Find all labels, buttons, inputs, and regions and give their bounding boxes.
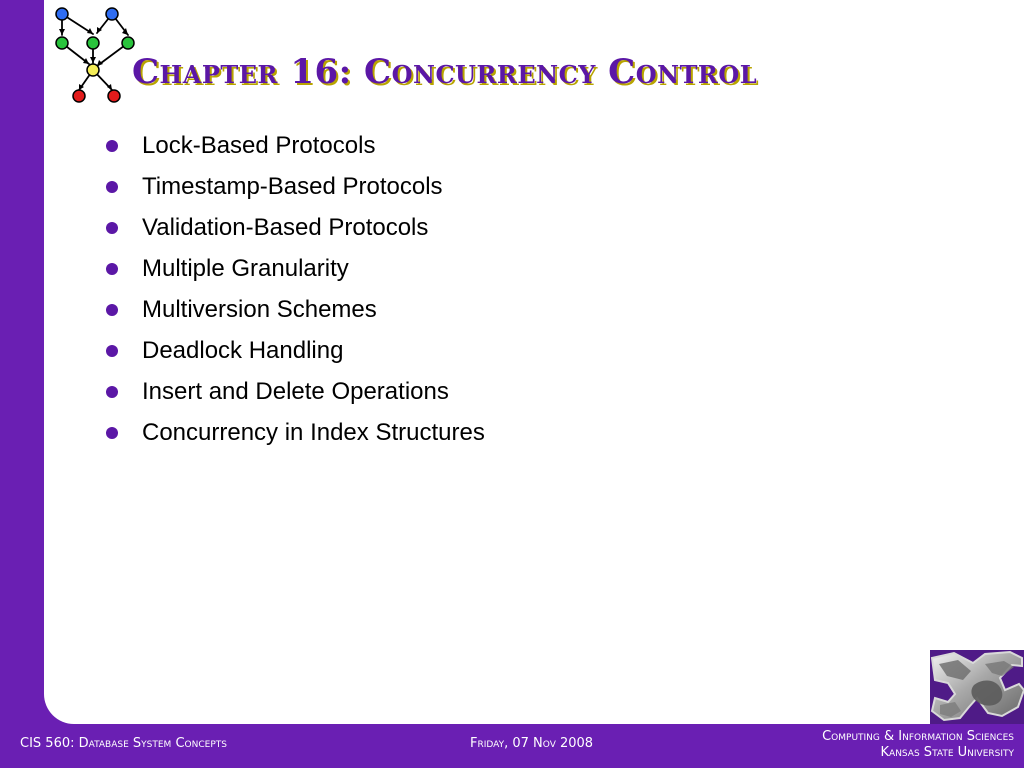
topic-label: Validation-Based Protocols: [142, 213, 429, 241]
university-footer-line: Kansas State University: [880, 745, 1014, 760]
topic-item: [106, 166, 485, 207]
topic-list: [106, 125, 485, 453]
bullet-dot-icon: [106, 181, 118, 193]
topic-label: Lock-Based Protocols: [142, 131, 376, 159]
topic-item: [106, 289, 485, 330]
topic-item: [106, 207, 485, 248]
course-footer: CIS 560: Database System Concepts: [20, 736, 227, 751]
topic-item: [106, 330, 485, 371]
graph-nodes-logo-icon: [44, 0, 144, 110]
topic-item: [106, 412, 485, 453]
department-footer-line: Computing & Information Sciences: [822, 729, 1014, 744]
topic-label: Insert and Delete Operations: [142, 377, 449, 405]
bullet-dot-icon: [106, 345, 118, 357]
topic-label: Multiple Granularity: [142, 254, 349, 282]
topic-item: [106, 371, 485, 412]
topic-item: [106, 248, 485, 289]
topic-label: Multiversion Schemes: [142, 295, 377, 323]
topic-label: Concurrency in Index Structures: [142, 418, 485, 446]
department-footer: [694, 729, 1014, 761]
topic-label: Deadlock Handling: [142, 336, 344, 364]
date-footer: Friday, 07 Nov 2008: [470, 736, 594, 751]
bullet-dot-icon: [106, 386, 118, 398]
wildcat-logo-icon: [930, 650, 1024, 724]
bullet-dot-icon: [106, 304, 118, 316]
bullet-dot-icon: [106, 222, 118, 234]
topic-item: [106, 125, 485, 166]
topic-label: Timestamp-Based Protocols: [142, 172, 443, 200]
bullet-dot-icon: [106, 263, 118, 275]
bullet-dot-icon: [106, 140, 118, 152]
slide-title: Chapter 16: Concurrency Control: [132, 52, 758, 92]
bullet-dot-icon: [106, 427, 118, 439]
